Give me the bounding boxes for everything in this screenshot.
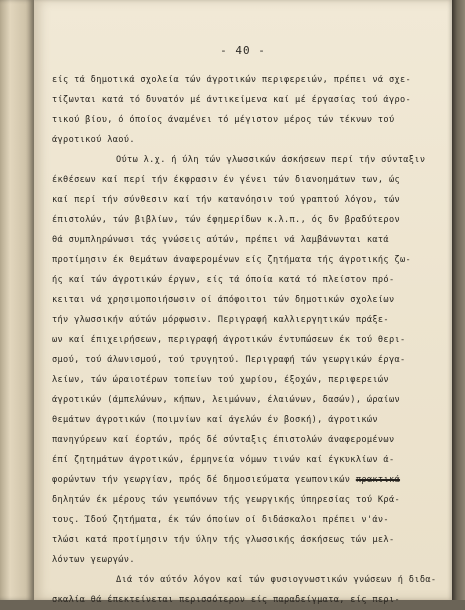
text-line	[52, 330, 442, 350]
text-line	[52, 390, 442, 410]
text-line-content: θά συμπληρώνωσι τάς γνώσεις αύτών, πρέπει νά λαμβάνωνται κατά	[52, 235, 389, 245]
text-line	[52, 430, 442, 450]
text-line-content: θεμάτων άγροτικών (ποιμνίων καί άγελών έν βοσκή), άγροτικών	[52, 415, 378, 425]
text-line-content: Διά τόν αύτόν λόγον καί τών φυσιογνωστικών γνώσεων ή διδα-	[116, 575, 437, 585]
typed-text-block	[52, 70, 442, 610]
text-line-content: φορώντων τήν γεωργίαν, πρός δέ δημοσιεύματα γεωπονικών	[52, 475, 351, 485]
page-number: - 40 -	[220, 44, 266, 57]
text-line-content: λείων, τών ώραιοτέρων τοπείων τού χωρίου, έξοχών, περιφερειών	[52, 375, 389, 385]
book-spine-edge	[0, 0, 34, 600]
text-line-content: έπί ζητημάτων άγροτικών, έρμηνεία νόμων τινών καί έγκυκλίων ά-	[52, 455, 395, 465]
text-line	[52, 350, 442, 370]
text-line	[52, 510, 442, 530]
text-line-content: δηλητών έκ μέρους τών γεωπόνων τής γεωργικής ύπηρεσίας τού Κρά-	[52, 495, 401, 505]
text-line-content: έπιστολών, τών βιβλίων, τών έφημερίδων κ.λ.π., ός δν βραδύτερον	[52, 215, 401, 225]
text-line	[52, 570, 442, 590]
text-line-content: ων καί έπιχειρήσεων, περιγραφή άγροτικών έντυπώσεων έκ τού θερι-	[52, 335, 406, 345]
text-line-content: άγροτικών (άμπελώνων, κήπων, λειμώνων, έλαιώνων, δασών), ώραίων	[52, 395, 401, 405]
text-line	[52, 410, 442, 430]
text-line	[52, 130, 442, 150]
text-line-content: σμού, τού άλωνισμού, τού τρυγητού. Περιγραφή τών γεωργικών έργα-	[52, 355, 406, 365]
text-line-content: είς τά δημοτικά σχολεία τών άγροτικών περιφερειών, πρέπει νά σχε-	[52, 75, 412, 85]
text-line-content: λόντων γεωργών.	[52, 555, 135, 565]
text-line-content: καί περί τήν σύνθεσιν καί τήν κατανόησιν τού γραπτού λόγου, τών	[52, 195, 401, 205]
text-line	[52, 470, 442, 490]
text-line	[52, 310, 442, 330]
page-shadow-edge	[452, 0, 465, 600]
text-line	[52, 450, 442, 470]
text-line-content: προτίμησιν έκ θεμάτων άναφερομένων είς ζητήματα τής άγροτικής ζω-	[52, 255, 412, 265]
text-line	[52, 190, 442, 210]
text-line-content: άγροτικού λαού.	[52, 135, 135, 145]
text-line	[52, 530, 442, 550]
text-line-content: τίζωνται κατά τό δυνατόν μέ άντικείμενα καί μέ έργασίας τού άγρο-	[52, 95, 412, 105]
text-line	[52, 550, 442, 570]
text-line-content: τους. Ίδού ζητήματα, έκ τών όποίων οί διδάσκαλοι πρέπει ν'άν-	[52, 515, 389, 525]
text-line-content: τήν γλωσσικήν αύτών μόρφωσιν. Περιγραφή καλλιεργητικών πράξε-	[52, 315, 389, 325]
text-line	[52, 230, 442, 250]
text-line-content: σκαλία θά έπεκτείνεται περισσότερον είς παραδείγματα, είς περι-	[52, 595, 401, 605]
text-line	[52, 90, 442, 110]
text-line	[52, 110, 442, 130]
text-line-content: Ούτω λ.χ. ή ύλη τών γλωσσικών άσκήσεων περί τήν σύνταξιν	[116, 155, 426, 165]
text-line	[52, 210, 442, 230]
text-line-content: πανηγύρεων καί έορτών, πρός δέ σύνταξις έπιστολών άναφερομένων	[52, 435, 395, 445]
text-line-content: τικού βίου, ό όποίος άναμένει τό μέγιστον μέρος τών τέκνων τού	[52, 115, 395, 125]
text-line-content: τλώσι κατά προτίμησιν τήν ύλην τής γλωσσικής άσκήσεως τών μελ-	[52, 535, 395, 545]
struck-word: πρακτικά	[355, 475, 401, 485]
text-line	[52, 270, 442, 290]
text-line	[52, 290, 442, 310]
text-line-content: κειται νά χρησιμοποιήσωσιν οί άπόφοιτοι τών δημοτικών σχολείων	[52, 295, 395, 305]
text-line-content: ής καί τών άγροτικών έργων, είς τά όποία κατά τό πλείστον πρό-	[52, 275, 395, 285]
text-line	[52, 70, 442, 90]
text-line	[52, 250, 442, 270]
text-line	[52, 150, 442, 170]
text-line	[52, 370, 442, 390]
text-line	[52, 170, 442, 190]
text-line	[52, 490, 442, 510]
book-page	[34, 0, 452, 605]
text-line-content: έκθέσεων καί περί τήν έκφρασιν έν γένει τών διανοημάτων των, ώς	[52, 175, 401, 185]
text-line	[52, 590, 442, 610]
